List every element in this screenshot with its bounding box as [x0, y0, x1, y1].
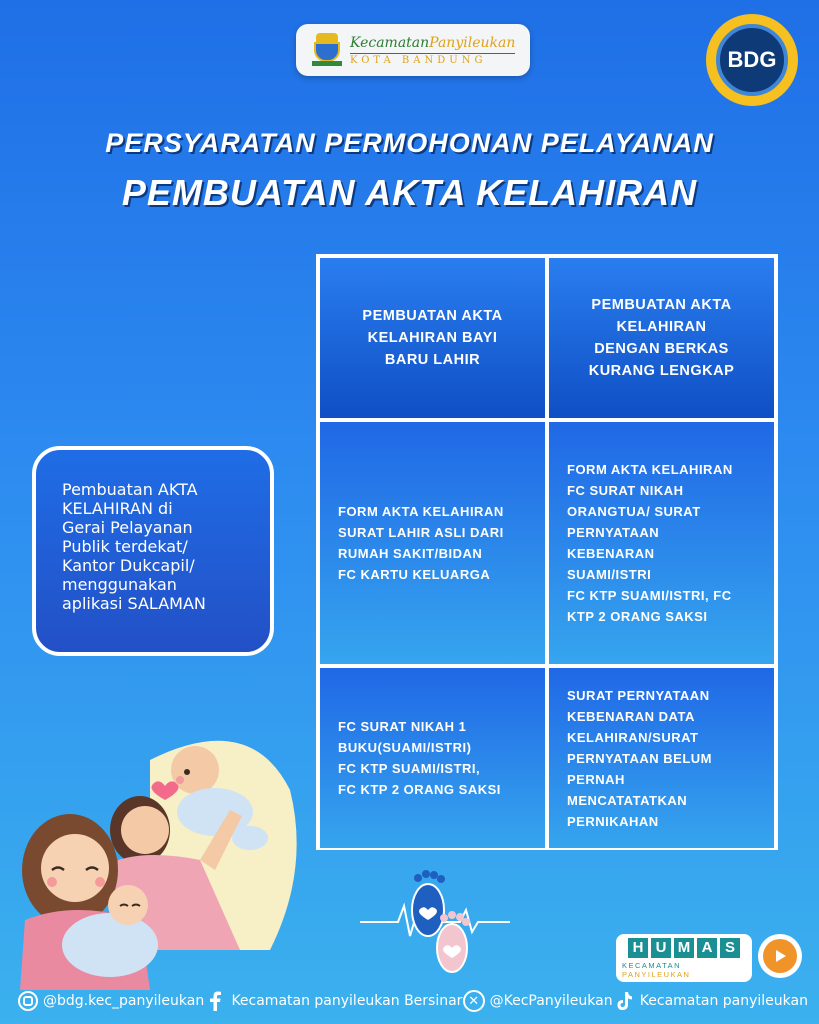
table-cell: FORM AKTA KELAHIRAN FC SURAT NIKAH ORANGTUA/ SURAT PERNYATAAN KEBENARAN SUAMI/ISTRI FC KTP SUAMI/ISTRI, FC KTP 2 ORANG SAKSI — [549, 422, 774, 664]
bdg-badge — [706, 14, 798, 106]
logo-subtitle: KOTA BANDUNG — [350, 53, 515, 66]
table-cell: FORM AKTA KELAHIRAN SURAT LAHIR ASLI DARI RUMAH SAKIT/BIDAN FC KARTU KELUARGA — [320, 422, 545, 664]
facebook-icon — [204, 990, 226, 1012]
table-cell: SURAT PERNYATAAN KEBENARAN DATA KELAHIRAN/SURAT PERNYATAAN BELUM PERNAH MENCATATATKAN PERNIKAHAN — [549, 668, 774, 848]
instagram-link[interactable]: @bdg.kec_panyileukan — [18, 991, 204, 1011]
requirements-table — [316, 254, 778, 850]
play-icon — [771, 947, 789, 965]
front-mother-face — [41, 834, 109, 902]
play-button[interactable] — [758, 934, 802, 978]
kecamatan-logo — [296, 24, 530, 76]
tiktok-link[interactable]: Kecamatan panyileukan — [613, 990, 808, 1012]
instagram-icon — [18, 991, 38, 1011]
x-icon: ✕ — [463, 990, 485, 1012]
tiktok-icon — [613, 990, 635, 1012]
table-cell: FC SURAT NIKAH 1 BUKU(SUAMI/ISTRI) FC KTP SUAMI/ISTRI, FC KTP 2 ORANG SAKSI — [320, 668, 545, 848]
info-box: Pembuatan AKTA KELAHIRAN di Gerai Pelayanan Publik terdekat/ Kantor Dukcapil/ menggunakan aplikasi SALAMAN — [32, 446, 274, 656]
x-link[interactable]: ✕ @KecPanyileukan — [463, 990, 613, 1012]
mother-face — [121, 806, 169, 854]
facebook-link[interactable]: Kecamatan panyileukan Bersinar — [204, 990, 462, 1012]
social-footer — [18, 986, 808, 1016]
newborn-blanket — [62, 913, 158, 977]
humas-logo: H U M A S KECAMATAN PANYILEUKAN — [616, 934, 752, 982]
logo-title: KecamatanPanyileukan — [350, 34, 516, 51]
bandung-crest-icon — [312, 33, 342, 67]
page-title-line1: PERSYARATAN PERMOHONAN PELAYANAN — [105, 128, 714, 158]
family-illustration — [0, 720, 320, 990]
table-header: PEMBUATAN AKTA KELAHIRAN DENGAN BERKAS KURANG LENGKAP — [549, 258, 774, 418]
footprint-icon — [360, 866, 510, 982]
page-title-line2: PEMBUATAN AKTA KELAHIRAN — [121, 172, 698, 213]
bdg-badge-label: BDG — [716, 24, 788, 96]
table-header: PEMBUATAN AKTA KELAHIRAN BAYI BARU LAHIR — [320, 258, 545, 418]
